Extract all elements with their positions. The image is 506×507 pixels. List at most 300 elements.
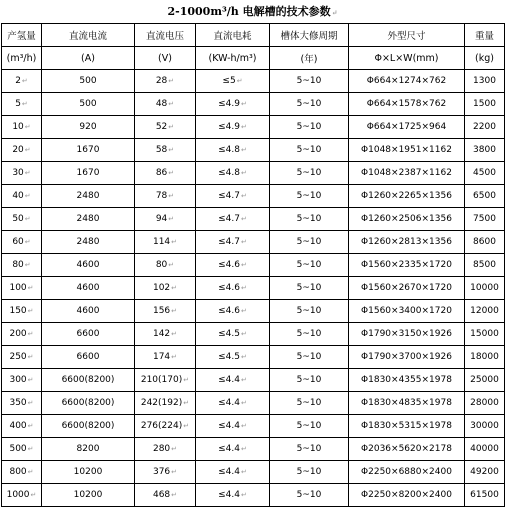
cell-dimensions bbox=[349, 369, 465, 392]
header-dc-power-consumption bbox=[196, 47, 270, 70]
table-row bbox=[2, 346, 505, 369]
cell-dc-current bbox=[42, 346, 135, 369]
paragraph-mark: ↵ bbox=[240, 491, 247, 499]
cell-text: (A) bbox=[81, 52, 95, 64]
cell-weight bbox=[465, 392, 505, 415]
paragraph-mark: ↵ bbox=[171, 284, 178, 292]
cell-dimensions bbox=[349, 277, 465, 300]
cell-text: 78 bbox=[155, 191, 168, 201]
paragraph-mark: ↵ bbox=[27, 399, 34, 407]
cell-dc-current bbox=[42, 323, 135, 346]
cell-dc-voltage bbox=[135, 208, 196, 231]
paragraph-mark: ↵ bbox=[27, 422, 34, 430]
cell-text: 2200 bbox=[473, 122, 496, 132]
cell-text: 28 bbox=[155, 76, 168, 86]
cell-dc-voltage bbox=[135, 484, 196, 507]
paragraph-mark: ↵ bbox=[24, 192, 31, 200]
header-dc-current bbox=[42, 24, 135, 47]
paragraph-mark: ↵ bbox=[27, 330, 34, 338]
cell-dimensions bbox=[349, 70, 465, 93]
cell-dc-voltage bbox=[135, 254, 196, 277]
cell-dc-current bbox=[42, 392, 135, 415]
table-row bbox=[2, 185, 505, 208]
cell-text: 280 bbox=[152, 444, 171, 454]
cell-overhaul-period bbox=[270, 300, 349, 323]
cell-text: 28000 bbox=[470, 398, 499, 408]
paragraph-mark: ↵ bbox=[183, 422, 190, 430]
cell-dimensions bbox=[349, 139, 465, 162]
cell-text: ≤4.5 bbox=[218, 329, 240, 339]
cell-overhaul-period bbox=[270, 208, 349, 231]
cell-overhaul-period bbox=[270, 438, 349, 461]
cell-dimensions bbox=[349, 392, 465, 415]
cell-hydrogen-output bbox=[2, 185, 42, 208]
cell-weight bbox=[465, 70, 505, 93]
cell-text: 40 bbox=[12, 191, 24, 201]
cell-text: ≤5 bbox=[222, 76, 236, 86]
cell-text: ≤4.7 bbox=[218, 237, 240, 247]
cell-text: 5~10 bbox=[296, 122, 322, 132]
table-title-text: 2-1000m³/h 电解槽的技术参数 bbox=[167, 5, 331, 18]
cell-text: 100 bbox=[9, 283, 27, 293]
cell-text: 10 bbox=[12, 122, 24, 132]
paragraph-mark: ↵ bbox=[168, 192, 175, 200]
paragraph-mark: ↵ bbox=[240, 215, 247, 223]
table-row bbox=[2, 231, 505, 254]
paragraph-mark: ↵ bbox=[171, 491, 178, 499]
cell-dc-current bbox=[42, 254, 135, 277]
cell-text: 174 bbox=[152, 352, 171, 362]
paragraph-mark: ↵ bbox=[171, 445, 178, 453]
cell-dimensions bbox=[349, 185, 465, 208]
cell-dc-current bbox=[42, 438, 135, 461]
cell-text: ≤4.6 bbox=[218, 283, 240, 293]
cell-dimensions bbox=[349, 346, 465, 369]
paragraph-mark: ↵ bbox=[168, 77, 175, 85]
cell-text: 5~10 bbox=[296, 467, 322, 477]
table-row bbox=[2, 484, 505, 507]
cell-text: 8600 bbox=[473, 237, 496, 247]
paragraph-mark: ↵ bbox=[240, 284, 247, 292]
cell-text: 242(192) bbox=[140, 398, 183, 408]
cell-text: 300 bbox=[9, 375, 27, 385]
spec-table bbox=[1, 23, 505, 507]
cell-dc-current bbox=[42, 231, 135, 254]
cell-weight bbox=[465, 461, 505, 484]
cell-text: 6600 bbox=[76, 352, 100, 362]
cell-hydrogen-output bbox=[2, 254, 42, 277]
paragraph-mark: ↵ bbox=[171, 468, 178, 476]
table-row bbox=[2, 392, 505, 415]
cell-weight bbox=[465, 139, 505, 162]
cell-text: 114 bbox=[152, 237, 171, 247]
cell-dc-voltage bbox=[135, 116, 196, 139]
cell-weight bbox=[465, 438, 505, 461]
cell-text: 5~10 bbox=[296, 145, 322, 155]
cell-dimensions bbox=[349, 484, 465, 507]
table-row bbox=[2, 70, 505, 93]
cell-text: 4600 bbox=[76, 306, 100, 316]
cell-dc-current bbox=[42, 369, 135, 392]
cell-weight bbox=[465, 231, 505, 254]
table-row bbox=[2, 93, 505, 116]
cell-text: 60 bbox=[12, 237, 24, 247]
cell-dc-power-consumption bbox=[196, 70, 270, 93]
cell-dc-power-consumption bbox=[196, 254, 270, 277]
cell-text: 2480 bbox=[76, 191, 100, 201]
cell-text: 5~10 bbox=[296, 306, 322, 316]
cell-dimensions bbox=[349, 116, 465, 139]
cell-text: 重量 bbox=[474, 31, 494, 42]
cell-overhaul-period bbox=[270, 323, 349, 346]
cell-text: 156 bbox=[152, 306, 171, 316]
cell-text: 102 bbox=[152, 283, 171, 293]
paragraph-mark: ↵ bbox=[240, 399, 247, 407]
paragraph-mark: ↵ bbox=[24, 215, 31, 223]
cell-text: ≤4.4 bbox=[218, 375, 240, 385]
cell-dc-voltage bbox=[135, 323, 196, 346]
cell-text: 10000 bbox=[470, 283, 499, 293]
cell-dc-current bbox=[42, 484, 135, 507]
cell-text: 40000 bbox=[470, 444, 499, 454]
cell-text: 15000 bbox=[470, 329, 499, 339]
table-row bbox=[2, 162, 505, 185]
cell-weight bbox=[465, 162, 505, 185]
cell-overhaul-period bbox=[270, 254, 349, 277]
cell-text: 8500 bbox=[473, 260, 496, 270]
cell-text: 30000 bbox=[470, 421, 499, 431]
cell-text: 500 bbox=[9, 444, 27, 454]
cell-dc-voltage bbox=[135, 369, 196, 392]
paragraph-mark: ↵ bbox=[21, 100, 28, 108]
cell-text: 86 bbox=[155, 168, 168, 178]
cell-dc-power-consumption bbox=[196, 323, 270, 346]
cell-text: 4600 bbox=[76, 283, 100, 293]
cell-text: ≤4.6 bbox=[218, 260, 240, 270]
cell-text: 200 bbox=[9, 329, 27, 339]
cell-text: 6600(8200) bbox=[61, 398, 115, 408]
cell-weight bbox=[465, 323, 505, 346]
cell-text: ≤4.4 bbox=[218, 398, 240, 408]
cell-text: 61500 bbox=[470, 490, 499, 500]
cell-text: Φ1260×2813×1356 bbox=[361, 237, 452, 247]
spec-table-body bbox=[2, 24, 505, 507]
cell-text: 直流电压 bbox=[145, 31, 184, 42]
cell-text: 25000 bbox=[470, 375, 499, 385]
cell-text: 6600 bbox=[76, 329, 100, 339]
header-dc-voltage bbox=[135, 24, 196, 47]
cell-text: 5 bbox=[15, 99, 21, 109]
cell-text: 20 bbox=[12, 145, 24, 155]
cell-overhaul-period bbox=[270, 461, 349, 484]
cell-overhaul-period bbox=[270, 185, 349, 208]
cell-text: 8200 bbox=[76, 444, 100, 454]
cell-overhaul-period bbox=[270, 415, 349, 438]
cell-text: 5~10 bbox=[296, 421, 322, 431]
paragraph-mark: ↵ bbox=[171, 307, 178, 315]
paragraph-mark: ↵ bbox=[240, 100, 247, 108]
paragraph-mark: ↵ bbox=[240, 123, 247, 131]
paragraph-mark: ↵ bbox=[240, 307, 247, 315]
cell-weight bbox=[465, 300, 505, 323]
cell-dc-voltage bbox=[135, 70, 196, 93]
paragraph-mark: ↵ bbox=[27, 376, 34, 384]
cell-text: Φ664×1725×964 bbox=[366, 122, 447, 132]
cell-hydrogen-output bbox=[2, 415, 42, 438]
cell-text: 6500 bbox=[473, 191, 496, 201]
cell-text: ≤4.7 bbox=[218, 191, 240, 201]
table-row bbox=[2, 323, 505, 346]
cell-dc-voltage bbox=[135, 277, 196, 300]
cell-dc-voltage bbox=[135, 300, 196, 323]
cell-text: 1500 bbox=[473, 99, 496, 109]
cell-text: 1300 bbox=[473, 76, 496, 86]
cell-text: 槽体大修周期 bbox=[280, 31, 338, 42]
cell-text: (V) bbox=[158, 52, 172, 64]
header-overhaul-period bbox=[270, 24, 349, 47]
cell-hydrogen-output bbox=[2, 300, 42, 323]
cell-text: Φ1560×2335×1720 bbox=[361, 260, 452, 270]
cell-text: 10200 bbox=[73, 490, 103, 500]
cell-overhaul-period bbox=[270, 231, 349, 254]
cell-dc-current bbox=[42, 70, 135, 93]
table-title bbox=[1, 0, 504, 23]
cell-text: 7500 bbox=[473, 214, 496, 224]
cell-text: 5~10 bbox=[296, 76, 322, 86]
cell-dimensions bbox=[349, 438, 465, 461]
cell-text: 4600 bbox=[76, 260, 100, 270]
paragraph-mark: ↵ bbox=[24, 261, 31, 269]
cell-text: Φ1830×4355×1978 bbox=[361, 375, 452, 385]
cell-text: Φ2250×6880×2400 bbox=[361, 467, 452, 477]
cell-dimensions bbox=[349, 415, 465, 438]
header-dc-current bbox=[42, 47, 135, 70]
paragraph-mark: ↵ bbox=[30, 491, 37, 499]
cell-dc-current bbox=[42, 300, 135, 323]
paragraph-mark: ↵ bbox=[331, 8, 338, 17]
cell-dc-power-consumption bbox=[196, 93, 270, 116]
paragraph-mark: ↵ bbox=[240, 376, 247, 384]
cell-text: ≤4.4 bbox=[218, 467, 240, 477]
cell-overhaul-period bbox=[270, 70, 349, 93]
cell-dc-power-consumption bbox=[196, 484, 270, 507]
cell-text: 52 bbox=[155, 122, 168, 132]
paragraph-mark: ↵ bbox=[240, 353, 247, 361]
cell-dc-voltage bbox=[135, 346, 196, 369]
cell-text: ≤4.8 bbox=[218, 145, 240, 155]
paragraph-mark: ↵ bbox=[24, 146, 31, 154]
cell-overhaul-period bbox=[270, 484, 349, 507]
cell-weight bbox=[465, 116, 505, 139]
paragraph-mark: ↵ bbox=[27, 284, 34, 292]
cell-dc-power-consumption bbox=[196, 369, 270, 392]
paragraph-mark: ↵ bbox=[168, 169, 175, 177]
cell-text: Φ1560×2670×1720 bbox=[361, 283, 452, 293]
paragraph-mark: ↵ bbox=[171, 238, 178, 246]
cell-dc-power-consumption bbox=[196, 185, 270, 208]
table-row bbox=[2, 300, 505, 323]
cell-text: Φ1048×1951×1162 bbox=[361, 145, 452, 155]
cell-text: 94 bbox=[155, 214, 168, 224]
cell-text: 5~10 bbox=[296, 99, 322, 109]
cell-dc-current bbox=[42, 415, 135, 438]
table-row bbox=[2, 208, 505, 231]
cell-hydrogen-output bbox=[2, 484, 42, 507]
cell-dimensions bbox=[349, 461, 465, 484]
cell-dimensions bbox=[349, 93, 465, 116]
cell-text: 2480 bbox=[76, 237, 100, 247]
cell-hydrogen-output bbox=[2, 323, 42, 346]
cell-text: Φ×L×W(mm) bbox=[374, 52, 439, 64]
cell-weight bbox=[465, 254, 505, 277]
cell-text: 产氢量 bbox=[7, 31, 36, 42]
paragraph-mark: ↵ bbox=[168, 261, 175, 269]
cell-dc-current bbox=[42, 93, 135, 116]
cell-text: 210(170) bbox=[140, 375, 183, 385]
header-units-row bbox=[2, 47, 505, 70]
cell-dc-power-consumption bbox=[196, 231, 270, 254]
cell-text: 4500 bbox=[473, 168, 496, 178]
paragraph-mark: ↵ bbox=[21, 77, 28, 85]
cell-text: 920 bbox=[79, 122, 97, 132]
cell-text: 80 bbox=[155, 260, 168, 270]
cell-text: 50 bbox=[12, 214, 24, 224]
cell-text: 6600(8200) bbox=[61, 375, 115, 385]
document bbox=[1, 0, 504, 507]
paragraph-mark: ↵ bbox=[236, 77, 243, 85]
cell-text: 5~10 bbox=[296, 191, 322, 201]
cell-text: ≤4.5 bbox=[218, 352, 240, 362]
cell-overhaul-period bbox=[270, 346, 349, 369]
cell-dc-power-consumption bbox=[196, 208, 270, 231]
cell-text: 400 bbox=[9, 421, 27, 431]
cell-text: 49200 bbox=[470, 467, 499, 477]
cell-dc-power-consumption bbox=[196, 277, 270, 300]
cell-text: 5~10 bbox=[296, 375, 322, 385]
paragraph-mark: ↵ bbox=[240, 169, 247, 177]
cell-weight bbox=[465, 369, 505, 392]
cell-hydrogen-output bbox=[2, 231, 42, 254]
cell-overhaul-period bbox=[270, 93, 349, 116]
cell-text: ≤4.7 bbox=[218, 214, 240, 224]
table-row bbox=[2, 415, 505, 438]
table-row bbox=[2, 254, 505, 277]
cell-dc-power-consumption bbox=[196, 162, 270, 185]
cell-weight bbox=[465, 208, 505, 231]
header-overhaul-period bbox=[270, 47, 349, 70]
cell-text: 500 bbox=[79, 99, 97, 109]
cell-text: ≤4.9 bbox=[218, 122, 240, 132]
cell-text: (KW-h/m³) bbox=[208, 52, 257, 64]
cell-dimensions bbox=[349, 162, 465, 185]
cell-text: 3800 bbox=[473, 145, 496, 155]
table-row bbox=[2, 116, 505, 139]
cell-text: 12000 bbox=[470, 306, 499, 316]
cell-weight bbox=[465, 484, 505, 507]
table-row bbox=[2, 277, 505, 300]
cell-text: 142 bbox=[152, 329, 171, 339]
header-dc-power-consumption bbox=[196, 24, 270, 47]
table-row bbox=[2, 438, 505, 461]
paragraph-mark: ↵ bbox=[27, 353, 34, 361]
cell-weight bbox=[465, 415, 505, 438]
cell-text: 250 bbox=[9, 352, 27, 362]
cell-text: (m³/h) bbox=[6, 52, 37, 64]
header-dimensions bbox=[349, 47, 465, 70]
header-weight bbox=[465, 47, 505, 70]
cell-weight bbox=[465, 277, 505, 300]
header-dimensions bbox=[349, 24, 465, 47]
cell-text: Φ2036×5620×2178 bbox=[361, 444, 452, 454]
cell-text: 18000 bbox=[470, 352, 499, 362]
paragraph-mark: ↵ bbox=[240, 261, 247, 269]
cell-text: 500 bbox=[79, 76, 97, 86]
cell-hydrogen-output bbox=[2, 277, 42, 300]
cell-overhaul-period bbox=[270, 116, 349, 139]
cell-text: ≤4.4 bbox=[218, 421, 240, 431]
cell-text: 1670 bbox=[76, 168, 100, 178]
cell-text: 48 bbox=[155, 99, 168, 109]
cell-dc-power-consumption bbox=[196, 438, 270, 461]
cell-dc-current bbox=[42, 208, 135, 231]
cell-overhaul-period bbox=[270, 139, 349, 162]
cell-text: 6600(8200) bbox=[61, 421, 115, 431]
cell-text: Φ1830×4835×1978 bbox=[361, 398, 452, 408]
cell-dc-voltage bbox=[135, 231, 196, 254]
cell-dc-voltage bbox=[135, 185, 196, 208]
cell-overhaul-period bbox=[270, 392, 349, 415]
cell-text: 5~10 bbox=[296, 214, 322, 224]
cell-dc-current bbox=[42, 162, 135, 185]
paragraph-mark: ↵ bbox=[183, 376, 190, 384]
cell-overhaul-period bbox=[270, 369, 349, 392]
cell-text: Φ1790×3700×1926 bbox=[361, 352, 452, 362]
cell-text: Φ664×1578×762 bbox=[366, 99, 447, 109]
paragraph-mark: ↵ bbox=[240, 192, 247, 200]
cell-dc-voltage bbox=[135, 162, 196, 185]
table-row bbox=[2, 461, 505, 484]
cell-text: 150 bbox=[9, 306, 27, 316]
table-row bbox=[2, 369, 505, 392]
header-dc-voltage bbox=[135, 47, 196, 70]
cell-hydrogen-output bbox=[2, 139, 42, 162]
paragraph-mark: ↵ bbox=[240, 146, 247, 154]
cell-dc-voltage bbox=[135, 438, 196, 461]
cell-weight bbox=[465, 346, 505, 369]
cell-hydrogen-output bbox=[2, 346, 42, 369]
cell-dc-voltage bbox=[135, 415, 196, 438]
cell-weight bbox=[465, 185, 505, 208]
header-hydrogen-output bbox=[2, 24, 42, 47]
cell-text: 5~10 bbox=[296, 260, 322, 270]
cell-text: 276(224) bbox=[140, 421, 183, 431]
cell-dimensions bbox=[349, 323, 465, 346]
cell-dc-current bbox=[42, 277, 135, 300]
cell-text: ≤4.6 bbox=[218, 306, 240, 316]
paragraph-mark: ↵ bbox=[24, 169, 31, 177]
cell-hydrogen-output bbox=[2, 93, 42, 116]
cell-text: Φ1790×3150×1926 bbox=[361, 329, 452, 339]
cell-text: 350 bbox=[9, 398, 27, 408]
cell-dc-current bbox=[42, 139, 135, 162]
cell-text: Φ1260×2506×1356 bbox=[361, 214, 452, 224]
paragraph-mark: ↵ bbox=[24, 123, 31, 131]
cell-text: Φ1830×5315×1978 bbox=[361, 421, 452, 431]
cell-hydrogen-output bbox=[2, 70, 42, 93]
cell-text: 直流电耗 bbox=[213, 31, 252, 42]
cell-text: ≤4.9 bbox=[218, 99, 240, 109]
cell-text: 直流电流 bbox=[68, 31, 107, 42]
